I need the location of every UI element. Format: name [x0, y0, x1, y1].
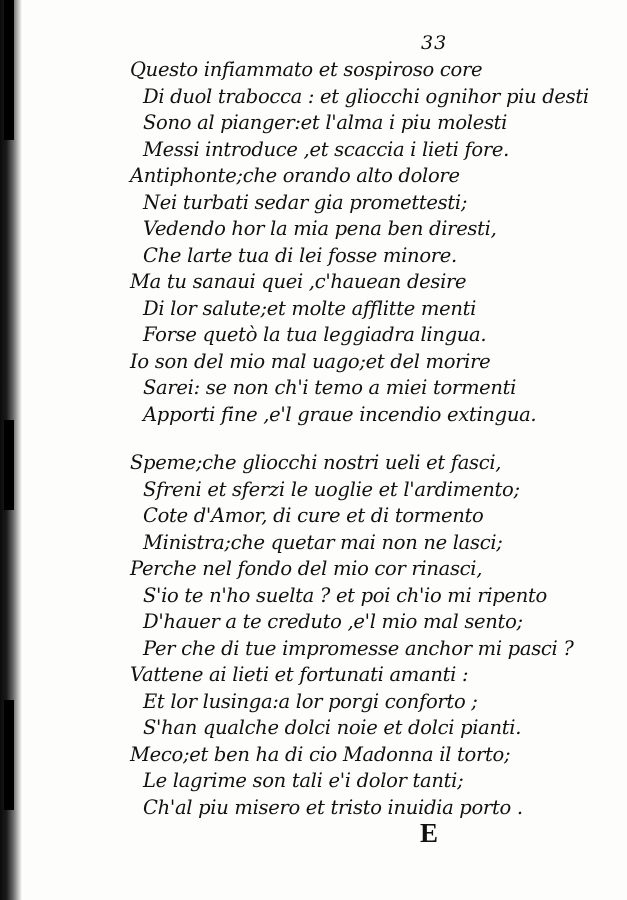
verse-line: Ministra;che quetar mai non ne lasci;	[143, 530, 503, 554]
verse-line: Io son del mio mal uago;et del morire	[130, 349, 491, 373]
verse-line: Di duol trabocca : et gliocchi ognihor piu desti	[143, 84, 589, 108]
verse-line: Meco;et ben ha di cio Madonna il torto;	[130, 742, 511, 766]
verse-line: Antiphonte;che orando alto dolore	[130, 164, 460, 187]
verse-line: D'hauer a te creduto ,e'l mio mal sento;	[143, 610, 523, 633]
page-number: 33	[421, 32, 448, 54]
verse-line: Ch'al piu misero et tristo inuidia porto .	[143, 795, 523, 819]
verse-line: Speme;che gliocchi nostri ueli et fasci,	[130, 451, 502, 474]
verse-line: Sfreni et sferzi le uoglie et l'ardimento;	[143, 477, 520, 501]
verse-line: Cote d'Amor, di cure et di tormento	[143, 504, 484, 527]
stanza-1	[0, 57, 620, 428]
verse-line: Questo infiammato et sospiroso core	[130, 58, 483, 81]
verse-line: Le lagrime son tali e'i dolor tanti;	[143, 769, 464, 792]
verse-line: Vedendo hor la mia pena ben diresti,	[143, 217, 497, 240]
verse-line: Di lor salute;et molte afflitte menti	[143, 296, 477, 320]
verse-line: Messi introduce ,et scaccia i lieti fore.	[143, 137, 510, 161]
verse-line: Perche nel fondo del mio cor rinasci,	[130, 557, 483, 580]
verse-line: S'han qualche dolci noie et dolci pianti.	[143, 716, 522, 739]
verse-line: Apporti fine ,e'l graue incendio extingua.	[143, 402, 537, 426]
verse-line: Vattene ai lieti et fortunati amanti :	[130, 663, 469, 686]
stanza-2	[0, 450, 620, 821]
verse-line: Che larte tua di lei fosse minore.	[143, 243, 457, 267]
verse-line: Et lor lusinga:a lor porgi conforto ;	[143, 689, 478, 713]
verse-line: Ma tu sanaui quei ,c'hauean desire	[130, 270, 467, 293]
verse-line: Sono al pianger:et l'alma i piu molesti	[143, 111, 508, 134]
signature-mark: E	[420, 818, 439, 848]
verse-line: Per che di tue impromesse anchor mi pasci ?	[143, 636, 574, 660]
verse-line: Forse quetò la tua leggiadra lingua.	[143, 323, 487, 346]
verse-line: Nei turbati sedar gia promettesti;	[143, 190, 468, 214]
verse-line: Sarei: se non ch'i temo a miei tormenti	[143, 376, 517, 399]
verse-line: S'io te n'ho suelta ? et poi ch'io mi ripento	[143, 583, 547, 607]
